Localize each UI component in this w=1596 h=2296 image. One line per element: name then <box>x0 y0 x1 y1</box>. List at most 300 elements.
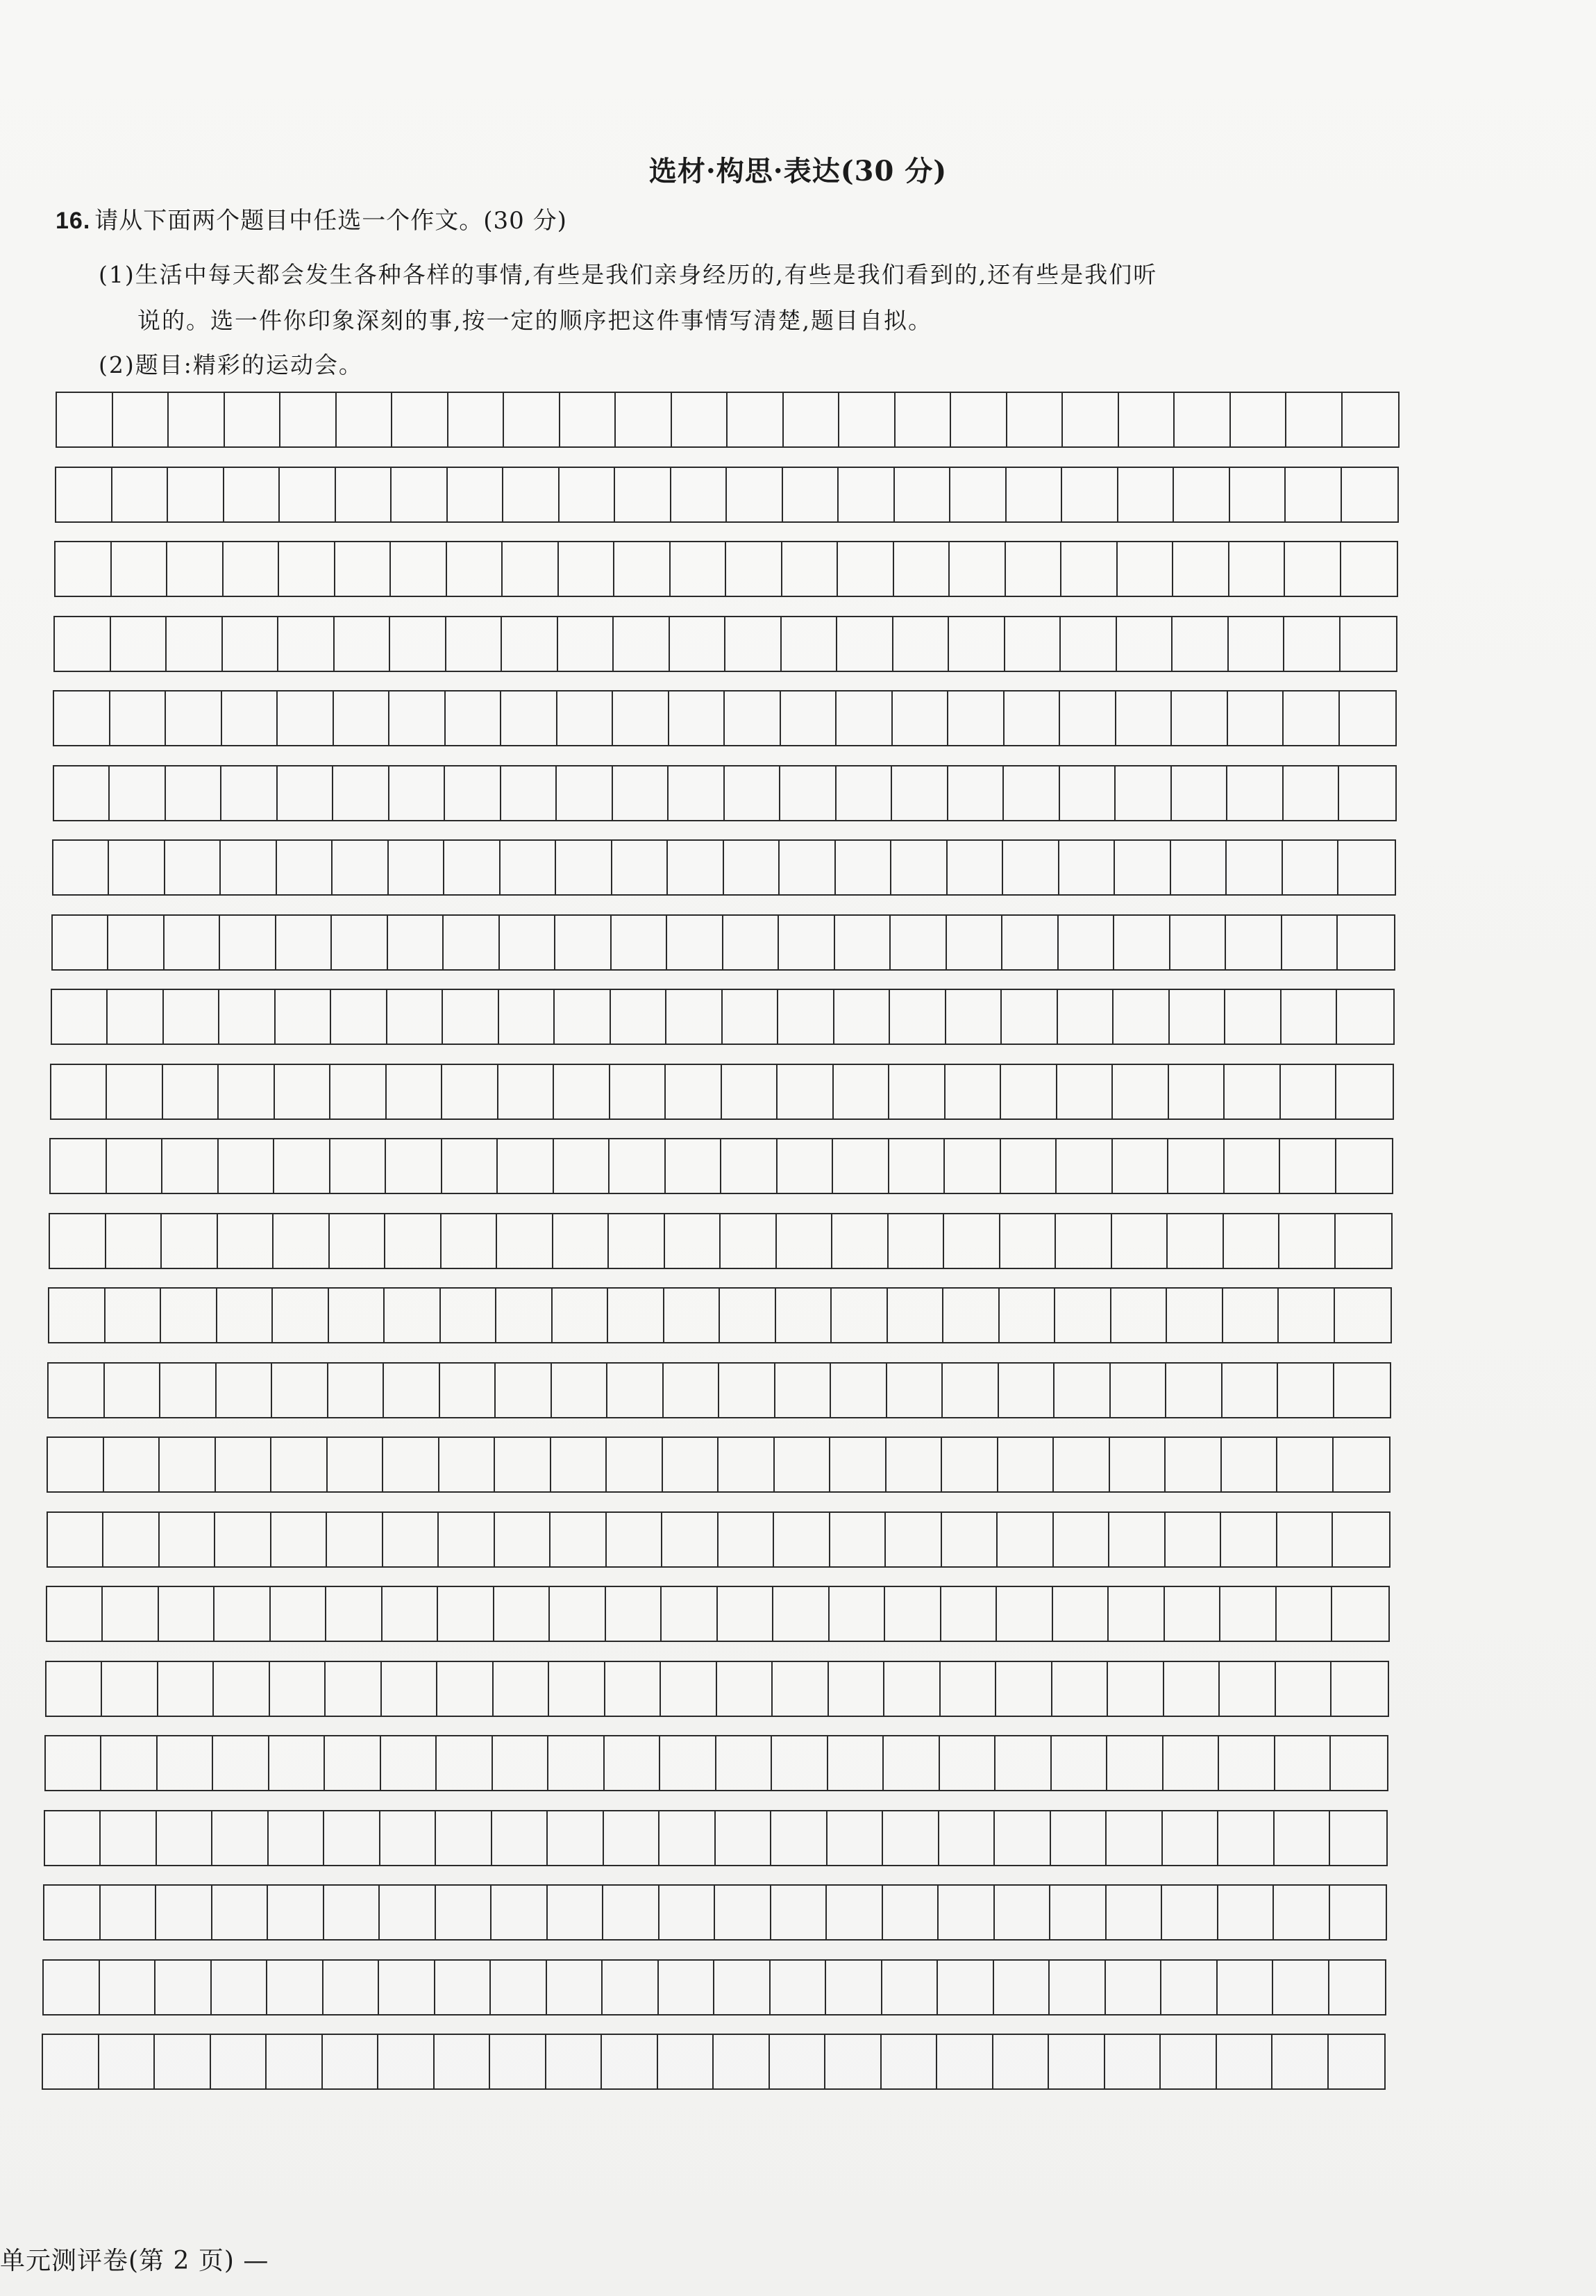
grid-cell[interactable] <box>53 841 110 894</box>
grid-cell[interactable] <box>1229 542 1286 596</box>
grid-cell[interactable] <box>439 1513 495 1566</box>
grid-cell[interactable] <box>1118 542 1174 596</box>
grid-row[interactable] <box>44 1735 1388 1791</box>
grid-cell[interactable] <box>324 1961 380 2014</box>
grid-cell[interactable] <box>780 766 837 820</box>
grid-cell[interactable] <box>831 1364 887 1417</box>
grid-cell[interactable] <box>330 1139 387 1193</box>
grid-cell[interactable] <box>1115 841 1171 894</box>
grid-cell[interactable] <box>719 1364 775 1417</box>
grid-cell[interactable] <box>280 393 337 446</box>
grid-cell[interactable] <box>112 468 169 521</box>
grid-cell[interactable] <box>546 2035 603 2088</box>
grid-cell[interactable] <box>889 1139 946 1193</box>
grid-cell[interactable] <box>275 1065 331 1118</box>
grid-cell[interactable] <box>605 1736 661 1790</box>
grid-cell[interactable] <box>949 617 1005 671</box>
grid-cell[interactable] <box>278 692 334 745</box>
grid-cell[interactable] <box>716 1736 773 1790</box>
grid-cell[interactable] <box>1063 393 1119 446</box>
grid-cell[interactable] <box>437 1736 493 1790</box>
grid-cell[interactable] <box>558 617 614 671</box>
grid-cell[interactable] <box>560 468 616 521</box>
grid-cell[interactable] <box>435 2035 491 2088</box>
grid-cell[interactable] <box>777 1214 833 1268</box>
grid-cell[interactable] <box>1224 1214 1280 1268</box>
grid-cell[interactable] <box>553 1289 609 1342</box>
grid-cell[interactable] <box>1334 1364 1391 1417</box>
grid-cell[interactable] <box>548 1886 604 1939</box>
grid-cell[interactable] <box>775 1438 831 1491</box>
grid-cell[interactable] <box>671 468 728 521</box>
grid-cell[interactable] <box>101 1736 158 1790</box>
grid-cell[interactable] <box>891 841 948 894</box>
grid-cell[interactable] <box>1056 1214 1112 1268</box>
grid-cell[interactable] <box>1281 1065 1337 1118</box>
grid-cell[interactable] <box>386 1139 442 1193</box>
grid-cell[interactable] <box>54 766 110 820</box>
grid-cell[interactable] <box>502 617 558 671</box>
grid-cell[interactable] <box>1230 468 1286 521</box>
grid-cell[interactable] <box>826 1961 882 2014</box>
grid-cell[interactable] <box>938 1961 994 2014</box>
grid-cell[interactable] <box>829 1662 885 1716</box>
grid-cell[interactable] <box>1330 1811 1386 1865</box>
grid-cell[interactable] <box>221 766 278 820</box>
grid-cell[interactable] <box>1223 1289 1279 1342</box>
grid-cell[interactable] <box>1285 542 1341 596</box>
grid-cell[interactable] <box>554 1139 610 1193</box>
grid-cell[interactable] <box>494 1662 550 1716</box>
grid-cell[interactable] <box>271 1587 327 1641</box>
grid-cell[interactable] <box>44 1961 100 2014</box>
grid-cell[interactable] <box>999 1364 1055 1417</box>
grid-cell[interactable] <box>105 1364 161 1417</box>
grid-cell[interactable] <box>1218 1811 1275 1865</box>
grid-cell[interactable] <box>441 1289 497 1342</box>
grid-cell[interactable] <box>1052 1736 1108 1790</box>
grid-cell[interactable] <box>379 1961 435 2014</box>
grid-cell[interactable] <box>106 1214 162 1268</box>
grid-cell[interactable] <box>104 1438 160 1491</box>
grid-cell[interactable] <box>326 1662 382 1716</box>
grid-cell[interactable] <box>392 393 448 446</box>
grid-cell[interactable] <box>1279 1289 1335 1342</box>
grid-cell[interactable] <box>215 1513 271 1566</box>
grid-cell[interactable] <box>776 1289 832 1342</box>
grid-cell[interactable] <box>719 1438 775 1491</box>
grid-cell[interactable] <box>164 990 220 1044</box>
grid-cell[interactable] <box>948 766 1005 820</box>
grid-cell[interactable] <box>1340 692 1396 745</box>
grid-cell[interactable] <box>271 1438 328 1491</box>
grid-cell[interactable] <box>724 841 780 894</box>
grid-cell[interactable] <box>1332 1662 1388 1716</box>
grid-cell[interactable] <box>383 1513 439 1566</box>
grid-cell[interactable] <box>603 1886 660 1939</box>
grid-cell[interactable] <box>1060 766 1116 820</box>
grid-cell[interactable] <box>438 1587 494 1641</box>
grid-cell[interactable] <box>1055 1364 1111 1417</box>
grid-cell[interactable] <box>443 990 499 1044</box>
grid-cell[interactable] <box>1225 1139 1281 1193</box>
grid-cell[interactable] <box>1223 1364 1279 1417</box>
grid-cell[interactable] <box>723 990 779 1044</box>
grid-cell[interactable] <box>1217 2035 1273 2088</box>
grid-cell[interactable] <box>492 1811 548 1865</box>
grid-cell[interactable] <box>837 617 893 671</box>
grid-cell[interactable] <box>330 1214 386 1268</box>
grid-cell[interactable] <box>213 1736 269 1790</box>
grid-cell[interactable] <box>1173 617 1229 671</box>
grid-cell[interactable] <box>669 766 725 820</box>
grid-cell[interactable] <box>945 1139 1001 1193</box>
grid-cell[interactable] <box>1336 1065 1393 1118</box>
grid-cell[interactable] <box>1227 841 1283 894</box>
grid-cell[interactable] <box>503 542 559 596</box>
grid-cell[interactable] <box>333 841 389 894</box>
grid-row[interactable] <box>52 839 1396 896</box>
grid-cell[interactable] <box>225 393 281 446</box>
grid-cell[interactable] <box>221 841 277 894</box>
grid-cell[interactable] <box>323 2035 379 2088</box>
grid-cell[interactable] <box>325 1736 381 1790</box>
grid-row[interactable] <box>48 1287 1392 1343</box>
grid-cell[interactable] <box>212 1961 268 2014</box>
grid-cell[interactable] <box>157 1811 213 1865</box>
grid-cell[interactable] <box>1222 1438 1278 1491</box>
grid-cell[interactable] <box>667 916 723 969</box>
grid-row[interactable] <box>47 1436 1391 1493</box>
grid-cell[interactable] <box>392 468 448 521</box>
grid-cell[interactable] <box>723 916 780 969</box>
grid-cell[interactable] <box>1117 617 1173 671</box>
grid-cell[interactable] <box>448 468 504 521</box>
grid-cell[interactable] <box>1338 841 1395 894</box>
grid-cell[interactable] <box>436 1811 492 1865</box>
grid-cell[interactable] <box>498 1065 555 1118</box>
grid-cell[interactable] <box>1007 468 1063 521</box>
grid-cell[interactable] <box>837 766 893 820</box>
grid-cell[interactable] <box>1111 1364 1167 1417</box>
grid-cell[interactable] <box>773 1587 830 1641</box>
grid-cell[interactable] <box>1282 990 1338 1044</box>
grid-cell[interactable] <box>43 2035 99 2088</box>
grid-cell[interactable] <box>610 1065 666 1118</box>
grid-cell[interactable] <box>1166 1438 1222 1491</box>
grid-cell[interactable] <box>212 1811 269 1865</box>
grid-cell[interactable] <box>324 1811 380 1865</box>
grid-cell[interactable] <box>660 1886 716 1939</box>
grid-cell[interactable] <box>103 1587 159 1641</box>
grid-cell[interactable] <box>1164 1662 1220 1716</box>
grid-cell[interactable] <box>773 1662 829 1716</box>
grid-cell[interactable] <box>51 1139 107 1193</box>
grid-cell[interactable] <box>1343 393 1399 446</box>
grid-cell[interactable] <box>609 1214 665 1268</box>
grid-cell[interactable] <box>493 1736 549 1790</box>
grid-cell[interactable] <box>219 1139 275 1193</box>
grid-cell[interactable] <box>383 1587 439 1641</box>
grid-cell[interactable] <box>498 1139 554 1193</box>
grid-cell[interactable] <box>324 1886 380 1939</box>
grid-cell[interactable] <box>668 841 724 894</box>
grid-cell[interactable] <box>714 2035 770 2088</box>
grid-cell[interactable] <box>442 1065 498 1118</box>
grid-cell[interactable] <box>385 1289 441 1342</box>
grid-cell[interactable] <box>995 1811 1051 1865</box>
grid-cell[interactable] <box>942 1513 998 1566</box>
grid-cell[interactable] <box>839 393 896 446</box>
grid-cell[interactable] <box>1002 916 1059 969</box>
grid-cell[interactable] <box>547 1961 603 2014</box>
grid-cell[interactable] <box>665 1214 721 1268</box>
grid-cell[interactable] <box>943 1364 999 1417</box>
grid-cell[interactable] <box>887 1364 943 1417</box>
grid-cell[interactable] <box>557 766 613 820</box>
grid-cell[interactable] <box>615 468 671 521</box>
grid-cell[interactable] <box>722 1065 778 1118</box>
grid-cell[interactable] <box>1119 393 1175 446</box>
grid-cell[interactable] <box>556 841 612 894</box>
grid-cell[interactable] <box>269 1811 325 1865</box>
grid-cell[interactable] <box>893 692 949 745</box>
grid-cell[interactable] <box>883 1886 939 1939</box>
grid-cell[interactable] <box>551 1438 607 1491</box>
grid-cell[interactable] <box>215 1587 271 1641</box>
grid-cell[interactable] <box>497 1214 553 1268</box>
grid-cell[interactable] <box>778 1065 834 1118</box>
grid-cell[interactable] <box>378 2035 435 2088</box>
grid-cell[interactable] <box>778 1139 834 1193</box>
grid-cell[interactable] <box>612 841 669 894</box>
grid-cell[interactable] <box>267 2035 323 2088</box>
grid-cell[interactable] <box>836 841 892 894</box>
grid-cell[interactable] <box>278 617 335 671</box>
grid-cell[interactable] <box>503 468 560 521</box>
grid-cell[interactable] <box>660 1811 716 1865</box>
grid-cell[interactable] <box>1116 692 1173 745</box>
grid-cell[interactable] <box>662 1587 718 1641</box>
grid-cell[interactable] <box>44 1886 101 1939</box>
grid-cell[interactable] <box>1118 468 1175 521</box>
grid-cell[interactable] <box>602 2035 658 2088</box>
grid-cell[interactable] <box>49 1289 106 1342</box>
grid-cell[interactable] <box>167 617 223 671</box>
grid-cell[interactable] <box>888 1289 944 1342</box>
grid-cell[interactable] <box>778 990 834 1044</box>
grid-cell[interactable] <box>1111 1289 1168 1342</box>
grid-cell[interactable] <box>1049 2035 1105 2088</box>
grid-cell[interactable] <box>274 1214 330 1268</box>
grid-cell[interactable] <box>670 617 726 671</box>
grid-cell[interactable] <box>1272 2035 1329 2088</box>
grid-cell[interactable] <box>548 1736 605 1790</box>
grid-cell[interactable] <box>720 1289 776 1342</box>
grid-cell[interactable] <box>607 1364 664 1417</box>
grid-cell[interactable] <box>391 542 447 596</box>
grid-cell[interactable] <box>440 1364 496 1417</box>
grid-cell[interactable] <box>1109 1513 1166 1566</box>
grid-cell[interactable] <box>218 1214 274 1268</box>
grid-cell[interactable] <box>217 1289 274 1342</box>
grid-cell[interactable] <box>552 1364 608 1417</box>
grid-cell[interactable] <box>101 1886 157 1939</box>
grid-cell[interactable] <box>1220 1587 1277 1641</box>
grid-cell[interactable] <box>490 2035 546 2088</box>
grid-cell[interactable] <box>775 1364 832 1417</box>
grid-cell[interactable] <box>1170 916 1227 969</box>
grid-cell[interactable] <box>1279 1214 1336 1268</box>
grid-cell[interactable] <box>1165 1587 1221 1641</box>
grid-cell[interactable] <box>896 393 952 446</box>
grid-cell[interactable] <box>334 692 390 745</box>
grid-cell[interactable] <box>389 692 446 745</box>
grid-cell[interactable] <box>504 393 560 446</box>
grid-cell[interactable] <box>270 1662 326 1716</box>
grid-cell[interactable] <box>950 468 1007 521</box>
grid-cell[interactable] <box>1168 1214 1224 1268</box>
grid-cell[interactable] <box>1282 916 1338 969</box>
grid-cell[interactable] <box>1336 1214 1392 1268</box>
grid-cell[interactable] <box>1275 1736 1332 1790</box>
grid-cell[interactable] <box>1171 841 1227 894</box>
grid-cell[interactable] <box>828 1811 884 1865</box>
grid-cell[interactable] <box>557 692 614 745</box>
grid-cell[interactable] <box>671 542 727 596</box>
grid-cell[interactable] <box>333 766 389 820</box>
grid-cell[interactable] <box>614 617 670 671</box>
grid-cell[interactable] <box>779 916 835 969</box>
grid-cell[interactable] <box>998 1438 1055 1491</box>
grid-cell[interactable] <box>725 766 781 820</box>
grid-cell[interactable] <box>160 1513 216 1566</box>
grid-cell[interactable] <box>1002 990 1058 1044</box>
grid-cell[interactable] <box>891 916 947 969</box>
grid-cell[interactable] <box>496 1364 552 1417</box>
grid-cell[interactable] <box>1001 1139 1057 1193</box>
grid-cell[interactable] <box>1055 1289 1111 1342</box>
grid-cell[interactable] <box>784 393 840 446</box>
grid-cell[interactable] <box>717 1662 773 1716</box>
grid-cell[interactable] <box>1161 2035 1217 2088</box>
grid-cell[interactable] <box>46 1736 102 1790</box>
grid-cell[interactable] <box>884 1736 940 1790</box>
grid-cell[interactable] <box>158 1736 214 1790</box>
grid-cell[interactable] <box>276 990 332 1044</box>
grid-cell[interactable] <box>1284 617 1341 671</box>
grid-cell[interactable] <box>947 916 1003 969</box>
grid-cell[interactable] <box>108 990 164 1044</box>
grid-cell[interactable] <box>444 916 500 969</box>
grid-cell[interactable] <box>1220 1662 1276 1716</box>
grid-cell[interactable] <box>169 393 225 446</box>
grid-cell[interactable] <box>1114 990 1170 1044</box>
grid-cell[interactable] <box>1277 1587 1333 1641</box>
grid-cell[interactable] <box>279 542 335 596</box>
grid-cell[interactable] <box>1218 1961 1274 2014</box>
grid-cell[interactable] <box>998 1513 1054 1566</box>
grid-cell[interactable] <box>666 990 723 1044</box>
grid-cell[interactable] <box>782 617 838 671</box>
grid-cell[interactable] <box>161 1289 217 1342</box>
grid-cell[interactable] <box>661 1662 717 1716</box>
grid-cell[interactable] <box>1277 1513 1334 1566</box>
grid-cell[interactable] <box>1229 617 1285 671</box>
grid-cell[interactable] <box>1054 1513 1110 1566</box>
grid-cell[interactable] <box>1051 1811 1107 1865</box>
grid-cell[interactable] <box>271 1513 328 1566</box>
grid-row[interactable] <box>51 989 1395 1045</box>
grid-cell[interactable] <box>385 1214 442 1268</box>
grid-cell[interactable] <box>214 1662 270 1716</box>
grid-cell[interactable] <box>1105 2035 1161 2088</box>
grid-cell[interactable] <box>1172 692 1228 745</box>
grid-cell[interactable] <box>162 1214 218 1268</box>
grid-cell[interactable] <box>1335 1289 1391 1342</box>
grid-cell[interactable] <box>1331 1736 1387 1790</box>
grid-cell[interactable] <box>1162 1886 1218 1939</box>
grid-cell[interactable] <box>613 692 669 745</box>
grid-cell[interactable] <box>1334 1438 1390 1491</box>
grid-cell[interactable] <box>669 692 725 745</box>
grid-cell[interactable] <box>100 1961 156 2014</box>
grid-cell[interactable] <box>996 1662 1052 1716</box>
grid-cell[interactable] <box>167 542 224 596</box>
grid-cell[interactable] <box>384 1364 440 1417</box>
grid-cell[interactable] <box>883 1811 939 1865</box>
grid-cell[interactable] <box>160 1438 216 1491</box>
grid-cell[interactable] <box>1057 1139 1113 1193</box>
grid-cell[interactable] <box>887 1438 943 1491</box>
grid-cell[interactable] <box>1059 841 1116 894</box>
grid-cell[interactable] <box>996 1736 1052 1790</box>
grid-cell[interactable] <box>1333 1513 1389 1566</box>
grid-cell[interactable] <box>437 1662 494 1716</box>
grid-cell[interactable] <box>951 393 1007 446</box>
grid-cell[interactable] <box>946 1065 1002 1118</box>
grid-cell[interactable] <box>548 1811 604 1865</box>
grid-cell[interactable] <box>555 916 612 969</box>
grid-row[interactable] <box>47 1511 1391 1568</box>
grid-cell[interactable] <box>1114 916 1170 969</box>
grid-cell[interactable] <box>165 916 221 969</box>
grid-cell[interactable] <box>1004 766 1060 820</box>
grid-cell[interactable] <box>1168 1139 1225 1193</box>
grid-cell[interactable] <box>110 692 167 745</box>
grid-cell[interactable] <box>948 692 1005 745</box>
grid-cell[interactable] <box>50 1214 106 1268</box>
grid-cell[interactable] <box>553 1214 610 1268</box>
grid-cell[interactable] <box>1005 692 1061 745</box>
grid-cell[interactable] <box>219 1065 275 1118</box>
grid-cell[interactable] <box>613 766 669 820</box>
grid-cell[interactable] <box>1003 841 1059 894</box>
grid-cell[interactable] <box>1000 1289 1056 1342</box>
grid-cell[interactable] <box>611 990 667 1044</box>
grid-cell[interactable] <box>833 1139 889 1193</box>
grid-cell[interactable] <box>1000 1214 1057 1268</box>
grid-cell[interactable] <box>280 468 336 521</box>
grid-cell[interactable] <box>163 1065 219 1118</box>
grid-cell[interactable] <box>110 766 166 820</box>
grid-cell[interactable] <box>1278 1364 1334 1417</box>
grid-cell[interactable] <box>1231 393 1287 446</box>
grid-cell[interactable] <box>1110 1438 1166 1491</box>
grid-cell[interactable] <box>1274 1886 1330 1939</box>
grid-cell[interactable] <box>782 542 839 596</box>
grid-cell[interactable] <box>442 1214 498 1268</box>
